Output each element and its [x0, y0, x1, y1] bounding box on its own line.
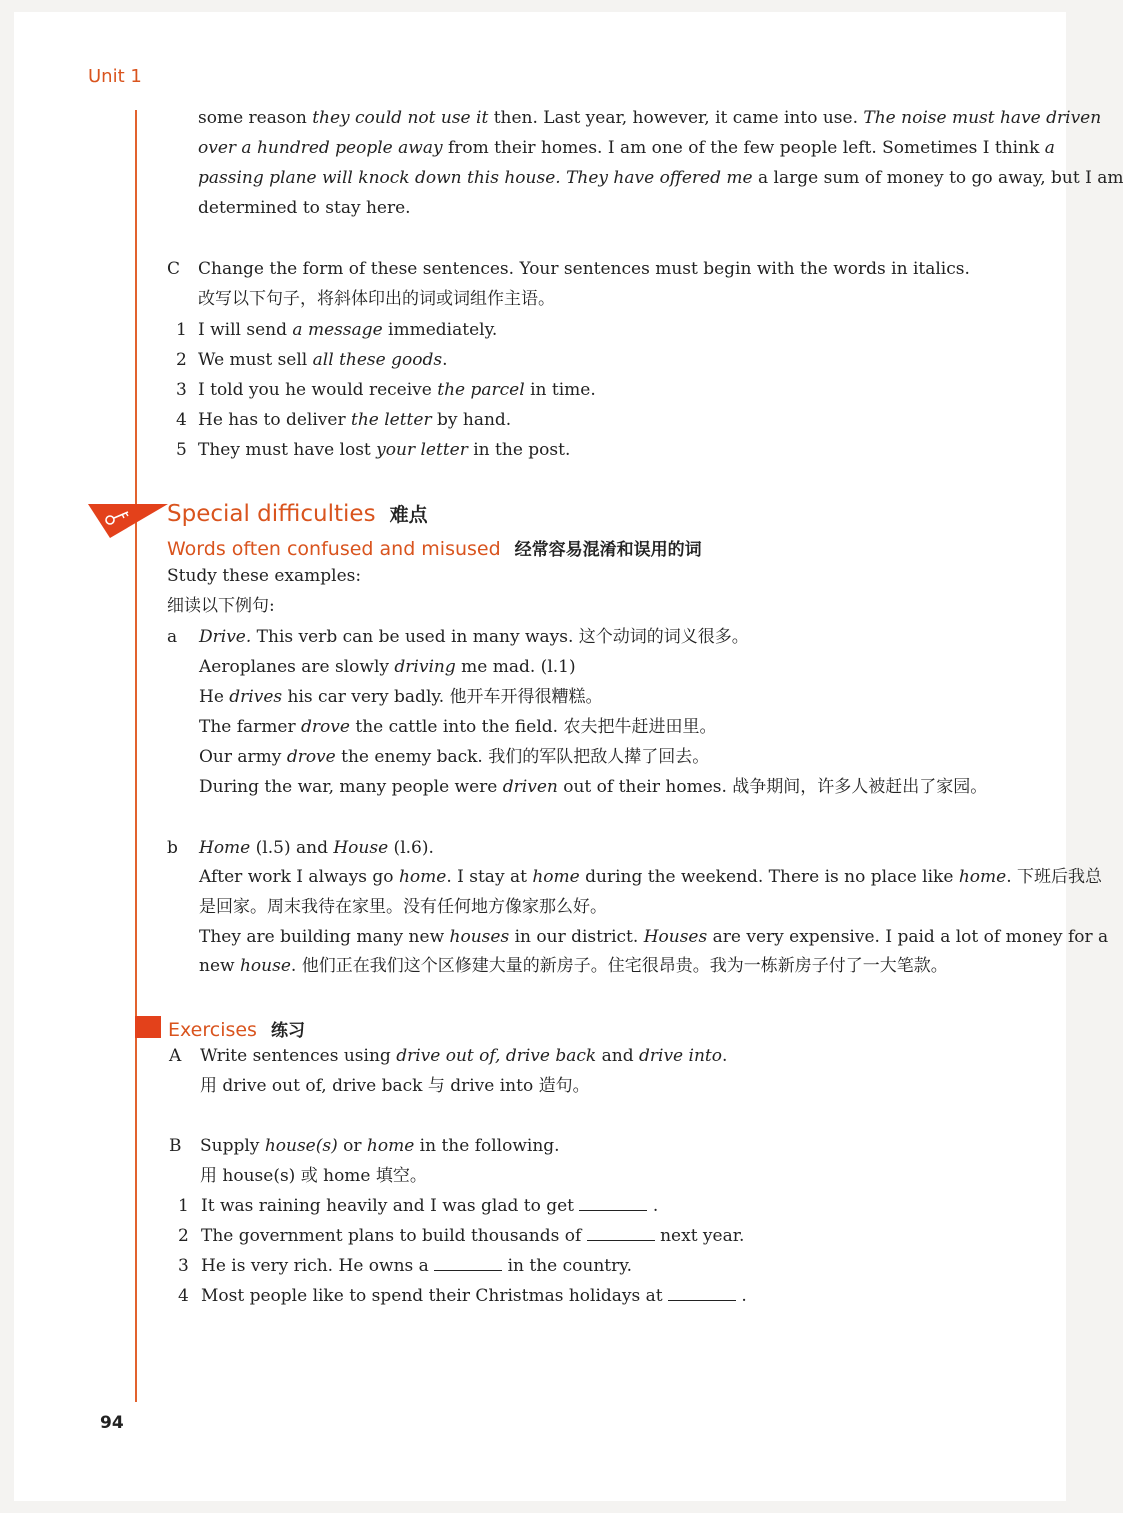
exercise-letter: A [169, 1046, 182, 1066]
exercises-title: Exercises 练习 [168, 1019, 305, 1041]
fill-blank-item: Most people like to spend their Christmas holidays at . [201, 1286, 747, 1306]
exercise-instruction-cn: 用 drive out of, drive back 与 drive into 造句。 [200, 1076, 590, 1096]
fill-blank-item: The government plans to build thousands of next year. [201, 1226, 745, 1246]
intro-line: over a hundred people away from their homes. I am one of the few people left. Sometimes I think a [198, 138, 1055, 158]
exercise-letter: C [167, 259, 181, 279]
exercise-instruction: Change the form of these sentences. Your sentences must begin with the words in italics. [198, 259, 970, 279]
example-letter: a [167, 627, 178, 647]
item-number: 1 [176, 320, 187, 340]
exercise-letter: B [169, 1136, 182, 1156]
fill-blank-item: It was raining heavily and I was glad to get . [201, 1196, 659, 1216]
exercise-instruction: Supply house(s) or home in the following. [200, 1136, 560, 1156]
page-number: 94 [100, 1413, 124, 1433]
key-icon [88, 500, 168, 540]
answer-blank[interactable] [587, 1226, 655, 1241]
example-line: He drives his car very badly. 他开车开得很糟糕。 [199, 687, 603, 707]
intro-line: some reason they could not use it then. Last year, however, it came into use. The noise must have driven [198, 108, 1102, 128]
exercise-item: They must have lost your letter in the post. [198, 440, 571, 460]
answer-blank[interactable] [579, 1196, 647, 1211]
exercise-instruction: Write sentences using drive out of, drive back and drive into. [200, 1046, 728, 1066]
example-line: Home (l.5) and House (l.6). [199, 838, 434, 858]
exercise-item: I told you he would receive the parcel in time. [198, 380, 596, 400]
example-line: Our army drove the enemy back. 我们的军队把敌人撵了回去。 [199, 747, 710, 767]
unit-label: Unit 1 [88, 66, 142, 87]
item-number: 3 [178, 1256, 189, 1276]
example-line: new house. 他们正在我们这个区修建大量的新房子。住宅很昂贵。我为一栋新房子付了一大笔款。 [199, 956, 948, 976]
example-line: 是回家。周末我待在家里。没有任何地方像家那么好。 [199, 897, 607, 917]
exercise-item: We must sell all these goods. [198, 350, 448, 370]
intro-line: passing plane will knock down this house. They have offered me a large sum of money to go away, but I am [198, 168, 1123, 188]
fill-blank-item: He is very rich. He owns a in the country. [201, 1256, 632, 1276]
exercise-instruction-cn: 改写以下句子，将斜体印出的词或词组作主语。 [198, 289, 555, 309]
item-number: 5 [176, 440, 187, 460]
exercises-marker [135, 1016, 161, 1038]
item-number: 1 [178, 1196, 189, 1216]
study-instruction-cn: 细读以下例句: [167, 596, 275, 616]
section-title: Special difficulties 难点 [167, 501, 428, 527]
item-number: 4 [176, 410, 187, 430]
answer-blank[interactable] [434, 1256, 502, 1271]
example-line: They are building many new houses in our district. Houses are very expensive. I paid a lot of money for a [199, 927, 1109, 947]
item-number: 4 [178, 1286, 189, 1306]
example-letter: b [167, 838, 178, 858]
example-line: Drive. This verb can be used in many ways. 这个动词的词义很多。 [199, 627, 749, 647]
item-number: 2 [176, 350, 187, 370]
exercise-instruction-cn: 用 house(s) 或 home 填空。 [200, 1166, 427, 1186]
example-line: After work I always go home. I stay at home during the weekend. There is no place like home. 下班后我总 [199, 867, 1103, 887]
exercise-item: He has to deliver the letter by hand. [198, 410, 512, 430]
section-subtitle: Words often confused and misused 经常容易混淆和误用的词 [167, 538, 702, 560]
item-number: 3 [176, 380, 187, 400]
intro-line: determined to stay here. [198, 198, 411, 218]
exercise-item: I will send a message immediately. [198, 320, 498, 340]
study-instruction: Study these examples: [167, 566, 362, 586]
answer-blank[interactable] [668, 1286, 736, 1301]
example-line: The farmer drove the cattle into the field. 农夫把牛赶进田里。 [199, 717, 717, 737]
margin-rule [135, 110, 137, 1402]
item-number: 2 [178, 1226, 189, 1246]
example-line: During the war, many people were driven out of their homes. 战争期间，许多人被赶出了家园。 [199, 777, 988, 797]
example-line: Aeroplanes are slowly driving me mad. (l.1) [199, 657, 576, 677]
